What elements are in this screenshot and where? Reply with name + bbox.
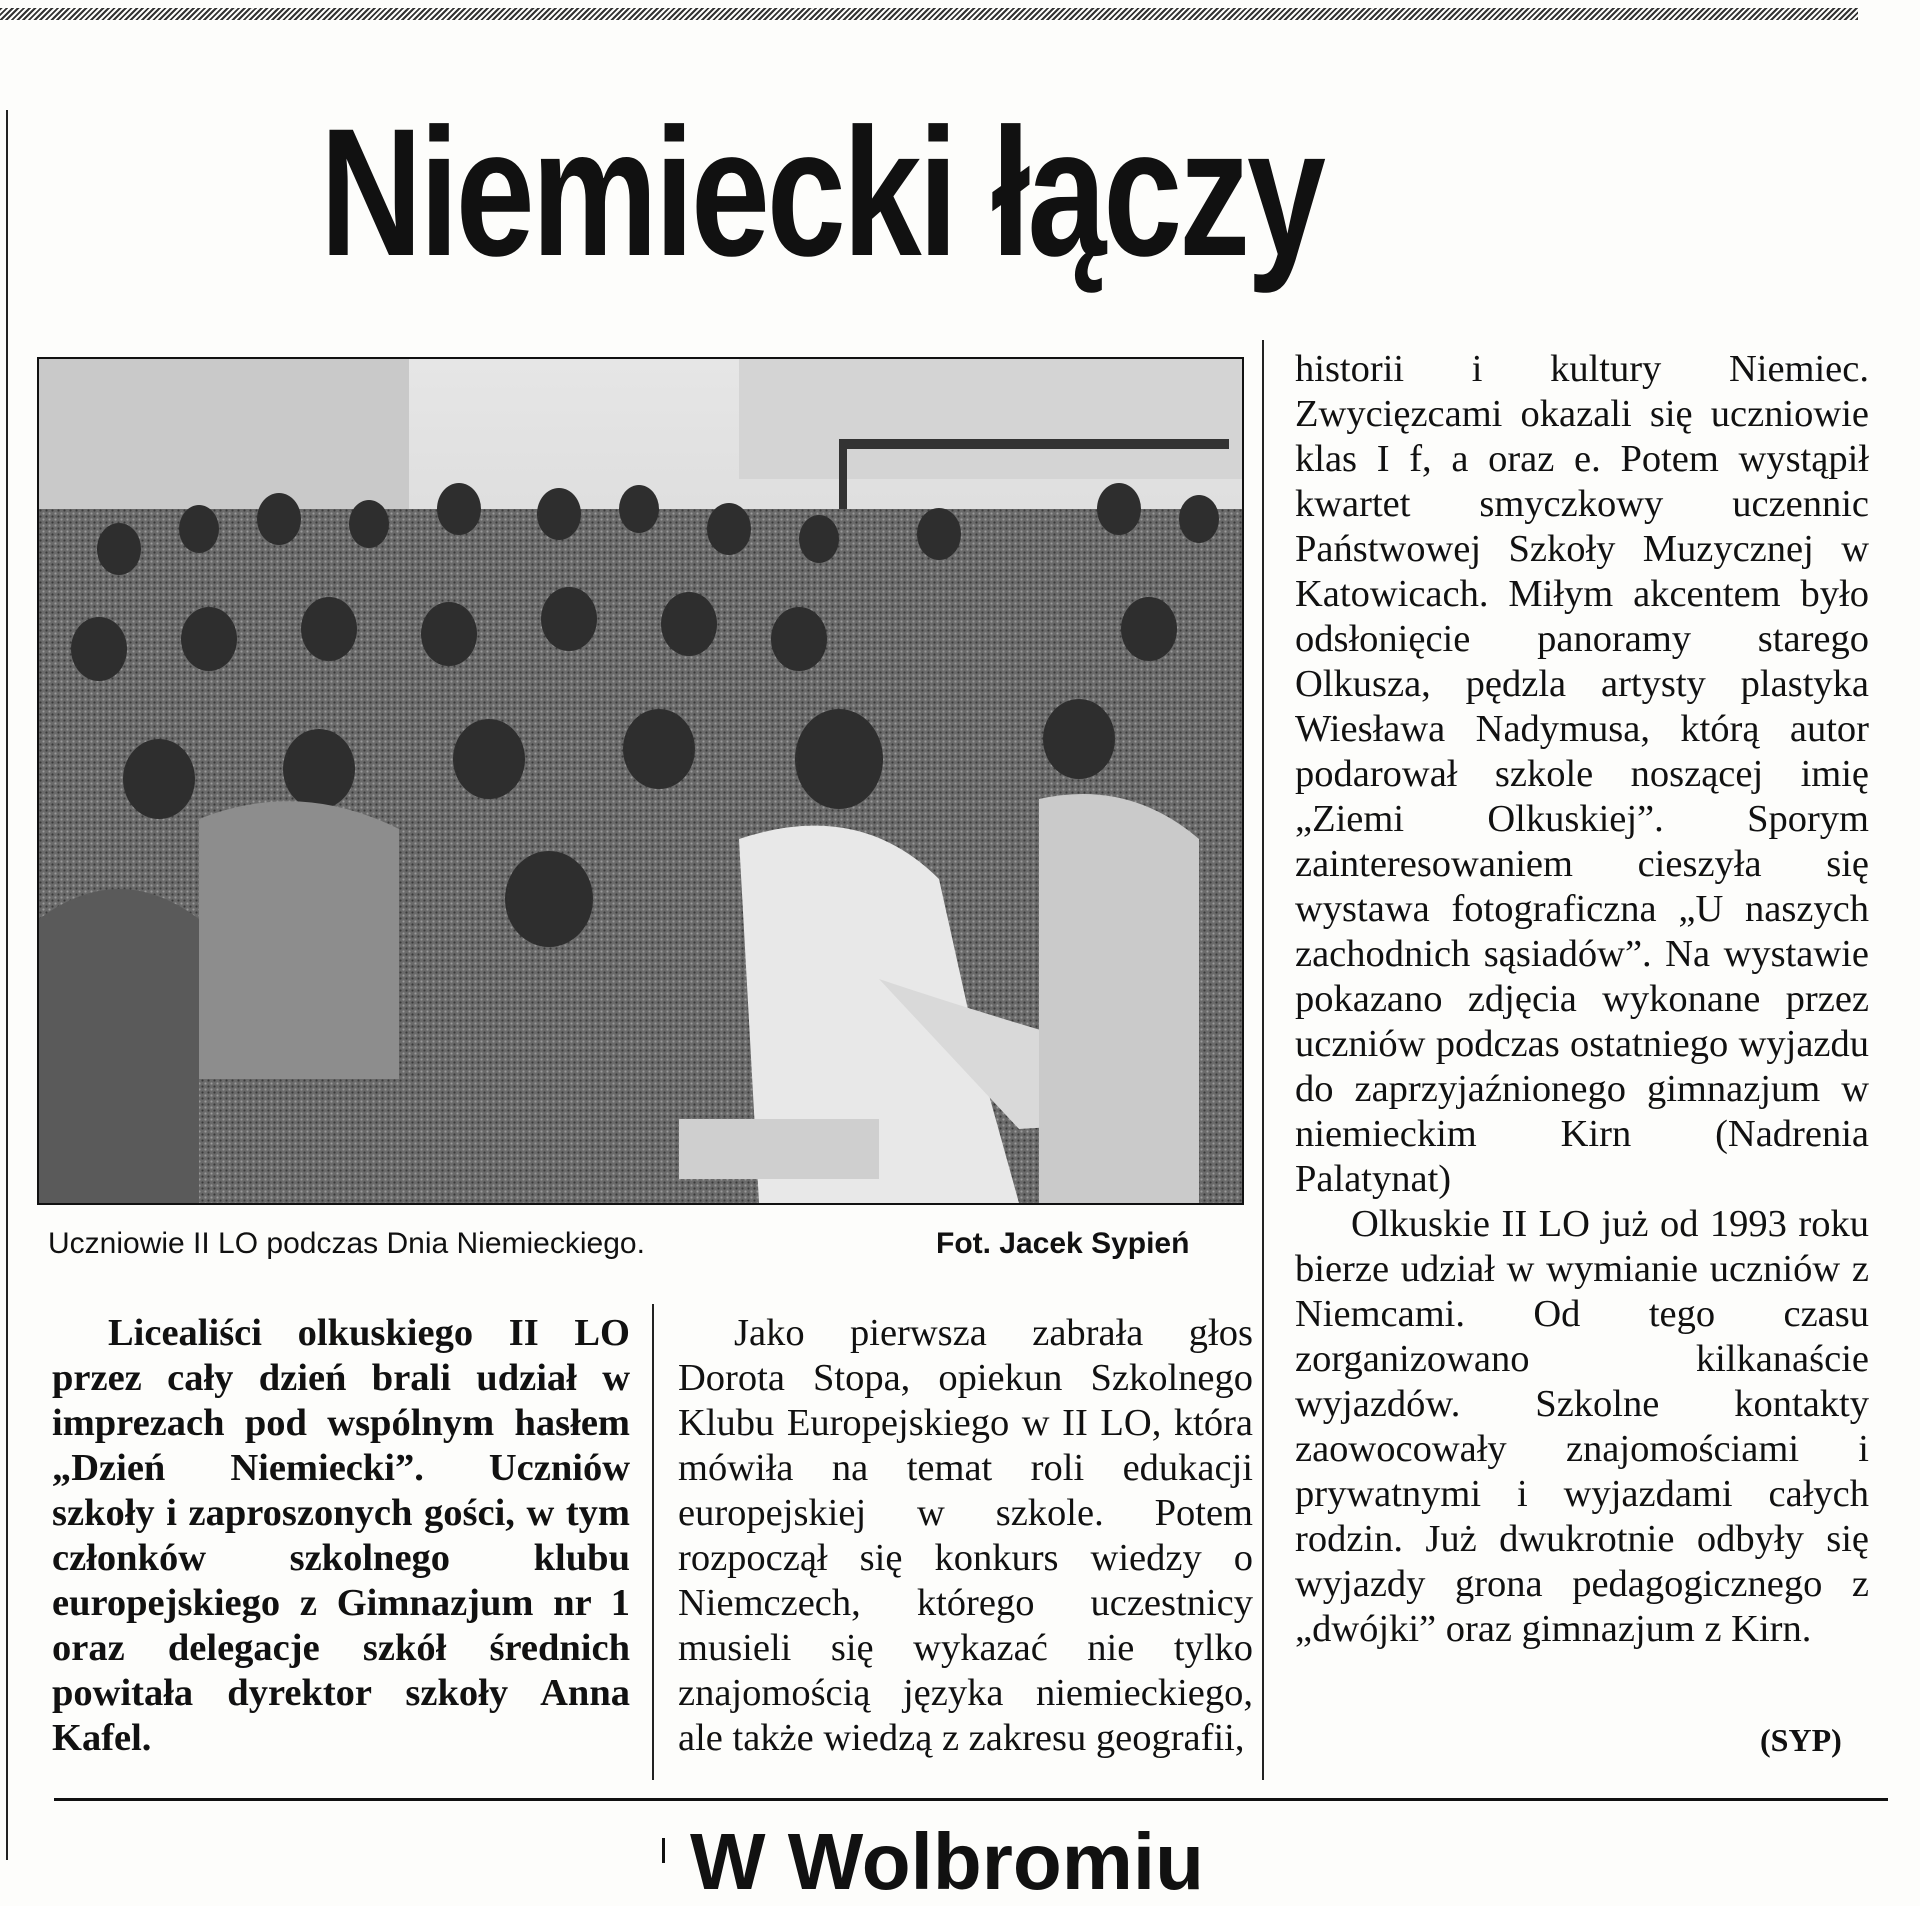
author-signature: (SYP)	[1760, 1722, 1842, 1758]
right-paragraph-2: Olkuskie II LO już od 1993 roku bierze udział w wymianie uczniów z Niemcami. Od tego czasu zorganizowano kilkanaście wyjazdów. Szkolne kontakty zaowocowały znajomościami i prywatnymi i wyjazdami całych rodzin. Już dwukrotnie odbyły się wyjazdy grona pedagogicznego z „dwójki” oraz gimnazjum z Kirn.	[1295, 1203, 1869, 1650]
next-article-headline: W Wolbromiu	[690, 1817, 1204, 1906]
left-column-rule	[6, 110, 8, 1860]
article-photo	[37, 357, 1244, 1205]
column-divider	[662, 1838, 665, 1863]
bottom-rule	[54, 1798, 1888, 1801]
middle-paragraph: Jako pierwsza zabrała głos Dorota Stopa, opiekun Szkolnego Klubu Europejskiego w II LO, która mówiła na temat roli edukacji europejskiej w szkole. Potem rozpoczął się konkurs wiedzy o Niemczech, którego uczestnicy musieli się wykazać nie tylko znajomością języka niemieckiego, ale także wiedzą z zakresu geografii,	[678, 1312, 1253, 1759]
article-headline: Niemiecki łączy	[320, 90, 1323, 294]
top-border-rule	[0, 8, 1858, 20]
article-right-column	[1295, 347, 1869, 1652]
right-paragraph-1: historii i kultury Niemiec. Zwycięzcami okazali się uczniowie klas I f, a oraz e. Potem wystąpił kwartet smyczkowy uczennic Państwowej Szkoły Muzycznej w Katowicach. Miłym akcentem było odsłonięcie panoramy starego Olkusza, pędzla artysty plastyka Wiesława Nadymusa, którą autor podarował szkole noszącej imię „Ziemi Olkuskiej”. Sporym zainteresowaniem cieszyła się wystawa fotograficzna „U naszych zachodnich sąsiadów”. Na wystawie pokazano zdjęcia wykonane przez uczniów podczas ostatniego wyjazdu do zaprzyjaźnionego gimnazjum w niemieckim Kirn (Nadrenia Palatynat)	[1295, 348, 1869, 1200]
column-divider	[1262, 340, 1264, 1780]
article-middle-column	[678, 1311, 1253, 1761]
photo-credit: Fot. Jacek Sypień	[936, 1227, 1190, 1260]
lead-paragraph: Licealiści olkuskiego II LO przez cały dzień brali udział w imprezach pod wspólnym hasłem „Dzień Niemiecki”. Uczniów szkoły i zaproszonych gości, w tym członków szkolnego klubu europejskiego z Gimnazjum nr 1 oraz delegacje szkół średnich powitała dyrektor szkoły Anna Kafel.	[52, 1312, 630, 1759]
audience-photo-illustration	[39, 359, 1242, 1203]
column-divider	[652, 1304, 654, 1780]
article-lead-column	[52, 1311, 630, 1761]
photo-caption: Uczniowie II LO podczas Dnia Niemieckiego.	[48, 1227, 645, 1260]
